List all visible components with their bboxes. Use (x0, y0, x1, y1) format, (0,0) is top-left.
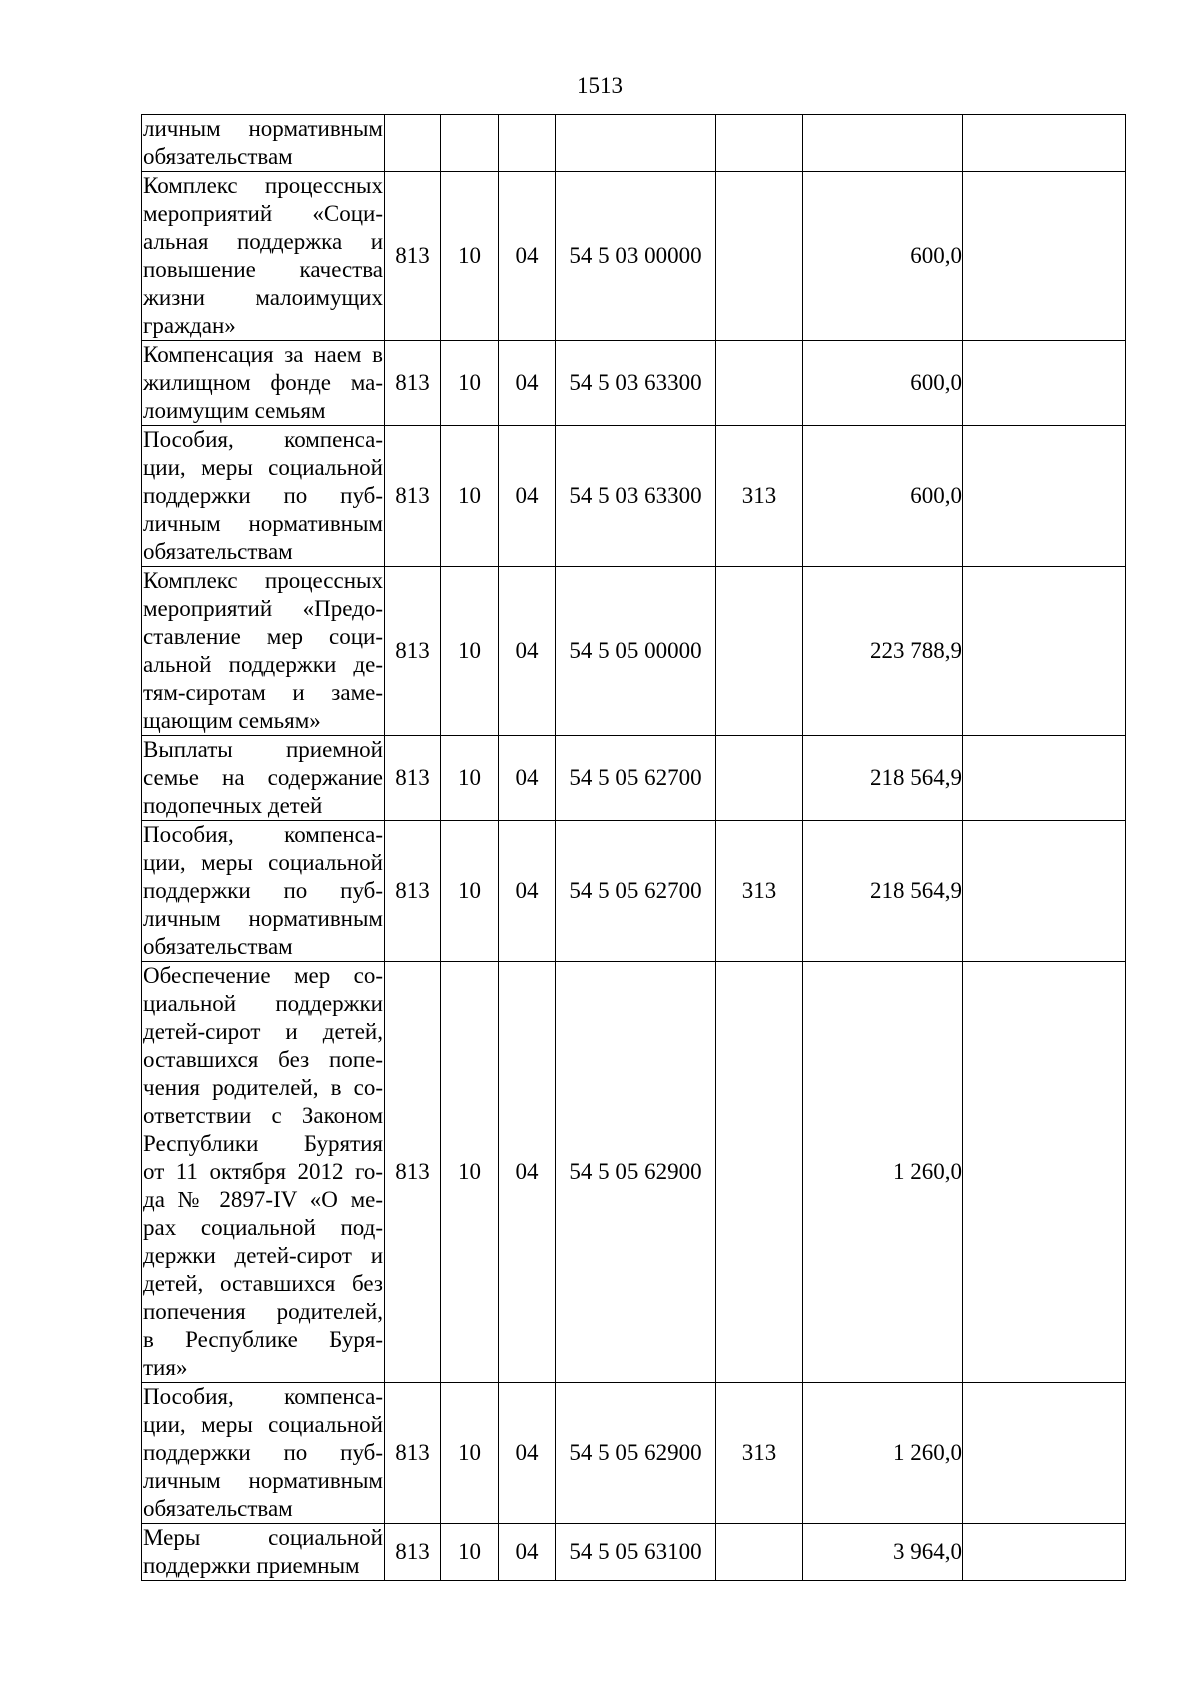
expense-type-cell (716, 567, 803, 736)
subsection-cell: 04 (499, 1383, 556, 1524)
subsection-cell: 04 (499, 341, 556, 426)
extra-amount-cell (963, 736, 1126, 821)
amount-cell: 600,0 (803, 341, 963, 426)
item-name-line: Пособия, компенса- (143, 1384, 383, 1409)
item-name-line: альной поддержки де- (143, 652, 383, 677)
item-name-line: поддержки по пуб- (143, 1440, 383, 1465)
target-article-cell: 54 5 03 63300 (556, 426, 716, 567)
item-name-line: поддержки по пуб- (143, 483, 383, 508)
item-name-line: детей-сирот и детей, (143, 1019, 383, 1044)
target-article-cell: 54 5 03 00000 (556, 172, 716, 341)
item-name-line: семье на содержание (143, 765, 383, 790)
table-row (142, 426, 1126, 567)
section-cell: 10 (441, 567, 499, 736)
subsection-cell (499, 115, 556, 172)
ved-cell: 813 (385, 426, 441, 567)
budget-table (141, 114, 1126, 1581)
item-name-line: ции, меры социальной (143, 1412, 383, 1437)
item-name-line: обязательствам (143, 144, 293, 169)
expense-type-cell (716, 341, 803, 426)
target-article-cell: 54 5 05 62700 (556, 736, 716, 821)
subsection-cell: 04 (499, 172, 556, 341)
target-article-cell: 54 5 05 62700 (556, 821, 716, 962)
expense-type-cell: 313 (716, 426, 803, 567)
item-name-cell (142, 341, 385, 426)
item-name-line: повышение качества (143, 257, 383, 282)
section-cell: 10 (441, 736, 499, 821)
item-name-line: Меры социальной (143, 1525, 383, 1550)
item-name-line: циальной поддержки (143, 991, 383, 1016)
expense-type-cell (716, 736, 803, 821)
item-name-cell (142, 115, 385, 172)
item-name-line: Республики Бурятия (143, 1131, 383, 1156)
item-name-line: тям-сиротам и заме- (143, 680, 383, 705)
extra-amount-cell (963, 1524, 1126, 1581)
section-cell: 10 (441, 1524, 499, 1581)
ved-cell: 813 (385, 962, 441, 1383)
item-name-line: в Республике Буря- (143, 1327, 383, 1352)
item-name-line: поддержки по пуб- (143, 878, 383, 903)
item-name-line: граждан» (143, 313, 236, 338)
item-name-line: жилищном фонде ма- (143, 370, 383, 395)
amount-cell: 3 964,0 (803, 1524, 963, 1581)
subsection-cell: 04 (499, 567, 556, 736)
item-name-line: Обеспечение мер со- (143, 963, 383, 988)
item-name-line: Компенсация за наем в (143, 342, 383, 367)
item-name-line: ответствии с Законом (143, 1103, 383, 1128)
item-name-line: Выплаты приемной (143, 737, 383, 762)
table-row (142, 1383, 1126, 1524)
item-name-line: личным нормативным (143, 511, 383, 536)
item-name-line: личным нормативным (143, 906, 383, 931)
extra-amount-cell (963, 1383, 1126, 1524)
target-article-cell: 54 5 05 62900 (556, 962, 716, 1383)
target-article-cell: 54 5 05 00000 (556, 567, 716, 736)
item-name-line: Комплекс процессных (143, 568, 383, 593)
target-article-cell (556, 115, 716, 172)
item-name-line: жизни малоимущих (143, 285, 383, 310)
amount-cell: 1 260,0 (803, 1383, 963, 1524)
amount-cell: 600,0 (803, 172, 963, 341)
section-cell: 10 (441, 172, 499, 341)
item-name-line: ции, меры социальной (143, 850, 383, 875)
section-cell: 10 (441, 426, 499, 567)
item-name-line: Комплекс процессных (143, 173, 383, 198)
item-name-line: да № 2897-IV «О ме- (143, 1187, 383, 1212)
extra-amount-cell (963, 172, 1126, 341)
expense-type-cell (716, 962, 803, 1383)
item-name-line: личным нормативным (143, 116, 383, 141)
extra-amount-cell (963, 426, 1126, 567)
table-row (142, 567, 1126, 736)
target-article-cell: 54 5 05 63100 (556, 1524, 716, 1581)
expense-type-cell: 313 (716, 1383, 803, 1524)
extra-amount-cell (963, 962, 1126, 1383)
extra-amount-cell (963, 341, 1126, 426)
item-name-line: мероприятий «Предо- (143, 596, 383, 621)
item-name-line: обязательствам (143, 934, 293, 959)
ved-cell: 813 (385, 567, 441, 736)
table-row (142, 172, 1126, 341)
expense-type-cell: 313 (716, 821, 803, 962)
amount-cell: 1 260,0 (803, 962, 963, 1383)
item-name-line: альная поддержка и (143, 229, 383, 254)
amount-cell: 218 564,9 (803, 736, 963, 821)
table-row (142, 962, 1126, 1383)
section-cell: 10 (441, 962, 499, 1383)
item-name-line: держки детей-сирот и (143, 1243, 383, 1268)
amount-cell: 600,0 (803, 426, 963, 567)
extra-amount-cell (963, 567, 1126, 736)
expense-type-cell (716, 172, 803, 341)
item-name-line: обязательствам (143, 1496, 293, 1521)
item-name-line: чения родителей, в со- (143, 1075, 383, 1100)
item-name-line: от 11 октября 2012 го- (143, 1159, 383, 1184)
subsection-cell: 04 (499, 962, 556, 1383)
expense-type-cell (716, 115, 803, 172)
table-row (142, 736, 1126, 821)
item-name-line: подопечных детей (143, 793, 323, 818)
table-row (142, 341, 1126, 426)
item-name-cell (142, 567, 385, 736)
item-name-cell (142, 821, 385, 962)
table-row (142, 115, 1126, 172)
ved-cell: 813 (385, 341, 441, 426)
item-name-cell (142, 962, 385, 1383)
item-name-line: ции, меры социальной (143, 455, 383, 480)
subsection-cell: 04 (499, 1524, 556, 1581)
item-name-line: лоимущим семьям (143, 398, 326, 423)
item-name-line: поддержки приемным (143, 1553, 360, 1578)
section-cell (441, 115, 499, 172)
ved-cell: 813 (385, 1383, 441, 1524)
item-name-line: рах социальной под- (143, 1215, 383, 1240)
amount-cell (803, 115, 963, 172)
subsection-cell: 04 (499, 426, 556, 567)
subsection-cell: 04 (499, 821, 556, 962)
item-name-cell (142, 1383, 385, 1524)
item-name-line: щающим семьям» (143, 708, 321, 733)
extra-amount-cell (963, 115, 1126, 172)
item-name-line: мероприятий «Соци- (143, 201, 383, 226)
page-number: 1513 (577, 73, 623, 98)
item-name-line: личным нормативным (143, 1468, 383, 1493)
ved-cell: 813 (385, 821, 441, 962)
amount-cell: 223 788,9 (803, 567, 963, 736)
section-cell: 10 (441, 821, 499, 962)
item-name-line: ставление мер соци- (143, 624, 383, 649)
ved-cell: 813 (385, 172, 441, 341)
item-name-line: оставшихся без попе- (143, 1047, 383, 1072)
item-name-cell (142, 172, 385, 341)
section-cell: 10 (441, 341, 499, 426)
item-name-line: обязательствам (143, 539, 293, 564)
ved-cell: 813 (385, 736, 441, 821)
item-name-line: детей, оставшихся без (143, 1271, 383, 1296)
item-name-line: попечения родителей, (143, 1299, 383, 1324)
section-cell: 10 (441, 1383, 499, 1524)
table-row (142, 1524, 1126, 1581)
subsection-cell: 04 (499, 736, 556, 821)
item-name-cell (142, 1524, 385, 1581)
expense-type-cell (716, 1524, 803, 1581)
extra-amount-cell (963, 821, 1126, 962)
item-name-cell (142, 736, 385, 821)
item-name-line: Пособия, компенса- (143, 822, 383, 847)
table-body (142, 115, 1126, 1581)
item-name-cell (142, 426, 385, 567)
amount-cell: 218 564,9 (803, 821, 963, 962)
target-article-cell: 54 5 03 63300 (556, 341, 716, 426)
table-row (142, 821, 1126, 962)
item-name-line: Пособия, компенса- (143, 427, 383, 452)
ved-cell (385, 115, 441, 172)
item-name-line: тия» (143, 1355, 188, 1380)
target-article-cell: 54 5 05 62900 (556, 1383, 716, 1524)
ved-cell: 813 (385, 1524, 441, 1581)
